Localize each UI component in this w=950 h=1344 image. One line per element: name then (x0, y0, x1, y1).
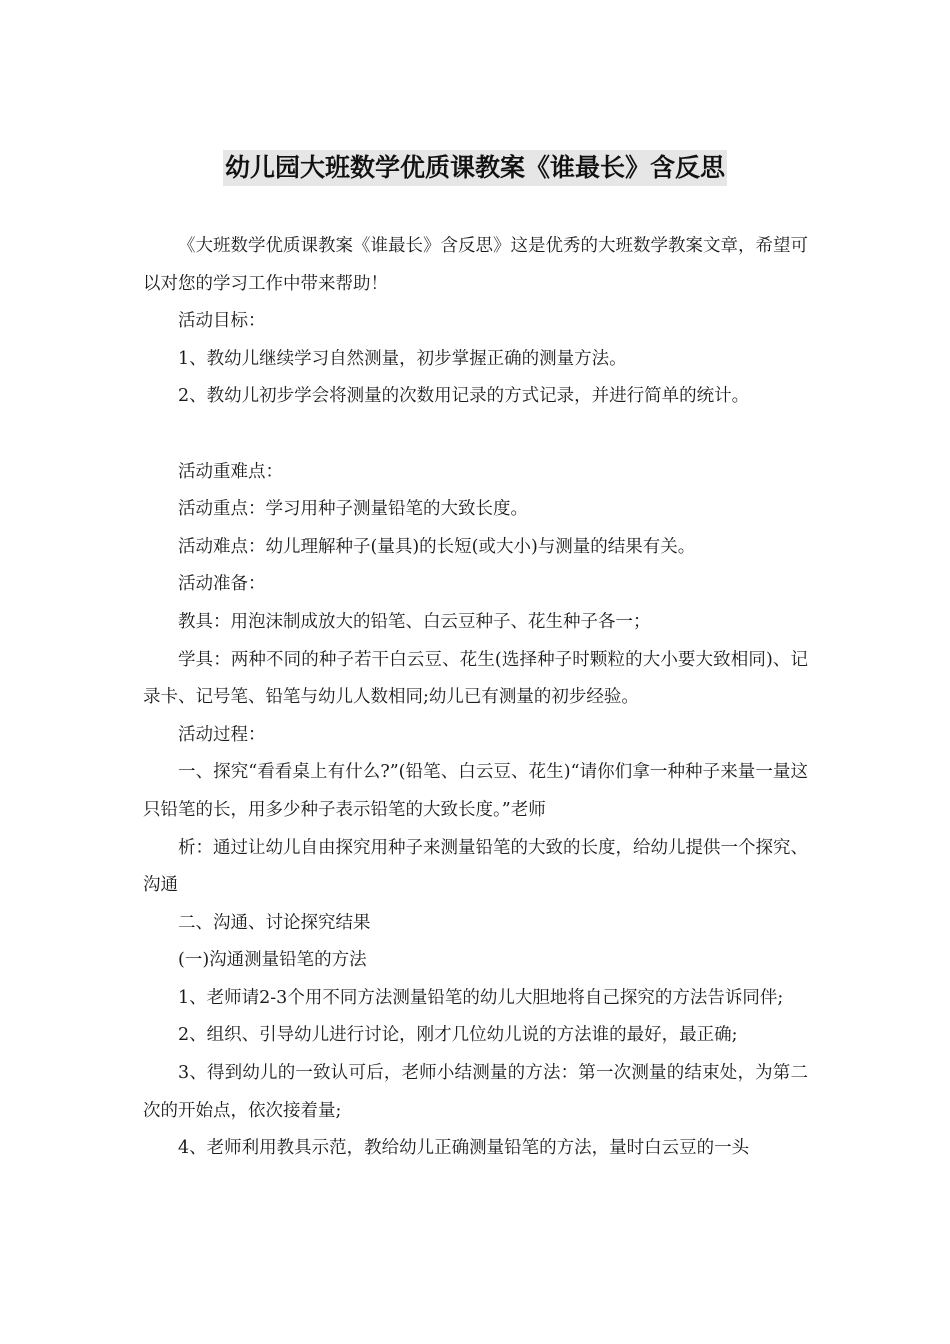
analysis-paragraph: 析：通过让幼儿自由探究用种子来测量铅笔的大致的长度，给幼儿提供一个探究、沟通 (143, 837, 808, 896)
document-title: 幼儿园大班数学优质课教案《谁最长》含反思 (223, 150, 727, 186)
process-step-1: 一、探究“看看桌上有什么?”(铅笔、白云豆、花生)“请你们拿一种种子来量一量这只铅笔的长，用多少种子表示铅笔的大致长度。”老师 (143, 762, 808, 820)
goal-item-2: 2、教幼儿初步学会将测量的次数用记录的方式记录，并进行简单的统计。 (178, 386, 750, 407)
key-points-heading: 活动重难点： (178, 461, 283, 482)
process-heading: 活动过程： (178, 724, 266, 745)
goal-item-1: 1、教幼儿继续学习自然测量，初步掌握正确的测量方法。 (178, 348, 627, 369)
teaching-aids: 教具：用泡沫制成放大的铅笔、白云豆种子、花生种子各一； (178, 611, 651, 632)
document-body (143, 228, 808, 1168)
document-title-block (0, 150, 950, 186)
list-item-4: 4、老师利用教具示范，教给幼儿正确测量铅笔的方法，量时白云豆的一头 (178, 1138, 750, 1159)
intro-paragraph: 《大班数学优质课教案《谁最长》含反思》这是优秀的大班数学教案文章，希望可以对您的学习工作中带来帮助！ (143, 236, 808, 294)
key-point: 活动重点：学习用种子测量铅笔的大致长度。 (178, 499, 528, 520)
list-item-3: 3、得到幼儿的一致认可后，老师小结测量的方法：第一次测量的结束处，为第二次的开始点，依次接着量; (143, 1063, 808, 1121)
difficult-point: 活动难点：幼儿理解种子(量具)的长短(或大小)与测量的结果有关。 (178, 536, 696, 557)
blank-line (143, 416, 808, 454)
preparation-heading: 活动准备： (178, 574, 266, 595)
learning-aids: 学具：两种不同的种子若干白云豆、花生(选择种子时颗粒的大小要大致相同)、记录卡、记号笔、铅笔与幼儿人数相同;幼儿已有测量的初步经验。 (143, 649, 808, 708)
process-step-2: 二、沟通、讨论探究结果 (178, 912, 371, 933)
subsection-heading: (一)沟通测量铅笔的方法 (178, 950, 367, 971)
goals-heading: 活动目标： (178, 311, 266, 332)
list-item-2: 2、组织、引导幼儿进行讨论，刚才几位幼儿说的方法谁的最好，最正确; (178, 1025, 738, 1046)
list-item-1: 1、老师请2-3个用不同方法测量铅笔的幼儿大胆地将自己探究的方法告诉同伴; (178, 987, 784, 1008)
